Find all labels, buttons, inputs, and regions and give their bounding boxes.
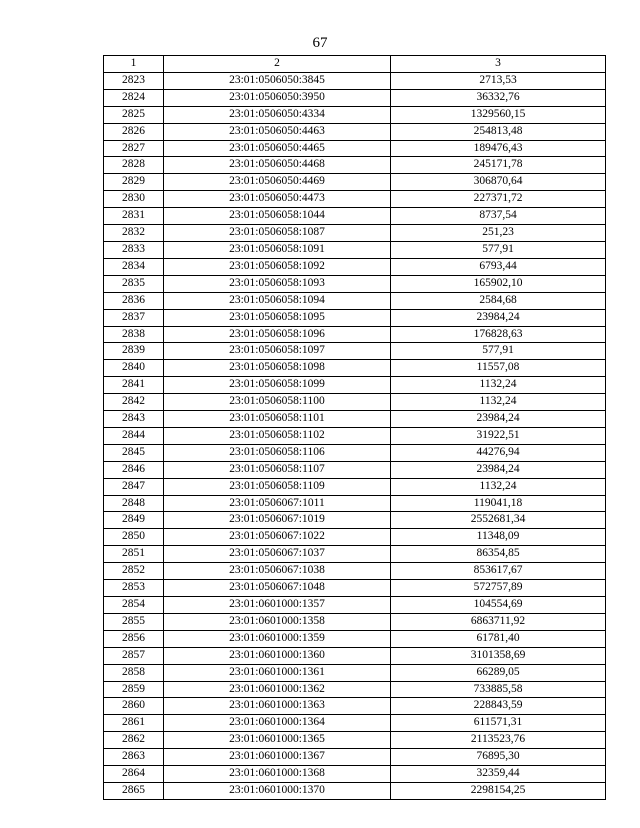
row-number-cell: 2841 [104,377,164,394]
cadastral-number-cell: 23:01:0506058:1109 [164,478,391,495]
table-row [104,191,606,208]
row-number-cell: 2828 [104,157,164,174]
cadastral-number-cell: 23:01:0601000:1364 [164,715,391,732]
cadastral-number-cell: 23:01:0506050:4473 [164,191,391,208]
row-number-cell: 2860 [104,698,164,715]
cadastral-value-cell: 119041,18 [391,495,606,512]
row-number-cell: 2848 [104,495,164,512]
table-row [104,732,606,749]
table-row [104,360,606,377]
cadastral-value-cell: 76895,30 [391,749,606,766]
cadastral-number-cell: 23:01:0601000:1361 [164,664,391,681]
table-row [104,681,606,698]
table-row [104,309,606,326]
cadastral-value-cell: 176828,63 [391,326,606,343]
row-number-cell: 2823 [104,72,164,89]
table-row [104,292,606,309]
row-number-cell: 2845 [104,444,164,461]
row-number-cell: 2850 [104,529,164,546]
cadastral-value-cell: 254813,48 [391,123,606,140]
cadastral-value-cell: 306870,64 [391,174,606,191]
cadastral-number-cell: 23:01:0601000:1359 [164,630,391,647]
cadastral-value-cell: 32359,44 [391,766,606,783]
table-row [104,377,606,394]
cadastral-value-cell: 1132,24 [391,377,606,394]
row-number-cell: 2832 [104,225,164,242]
cadastral-number-cell: 23:01:0506058:1102 [164,427,391,444]
cadastral-value-cell: 86354,85 [391,546,606,563]
row-number-cell: 2840 [104,360,164,377]
cadastral-value-cell: 245171,78 [391,157,606,174]
cadastral-value-cell: 611571,31 [391,715,606,732]
cadastral-number-cell: 23:01:0506050:3950 [164,89,391,106]
table-row [104,208,606,225]
cadastral-value-cell: 1329560,15 [391,106,606,123]
row-number-cell: 2856 [104,630,164,647]
table-row [104,275,606,292]
cadastral-value-cell: 8737,54 [391,208,606,225]
row-number-cell: 2843 [104,411,164,428]
table-row [104,478,606,495]
table-row [104,512,606,529]
cadastral-value-cell: 227371,72 [391,191,606,208]
table-row [104,461,606,478]
cadastral-value-cell: 104554,69 [391,597,606,614]
table-row [104,444,606,461]
row-number-cell: 2864 [104,766,164,783]
cadastral-number-cell: 23:01:0506058:1095 [164,309,391,326]
table-row [104,715,606,732]
table-row [104,664,606,681]
table-row [104,174,606,191]
table-row [104,394,606,411]
table-row [104,343,606,360]
table-row [104,157,606,174]
row-number-cell: 2847 [104,478,164,495]
table-row [104,647,606,664]
row-number-cell: 2865 [104,782,164,799]
cadastral-number-cell: 23:01:0506050:4468 [164,157,391,174]
cadastral-number-cell: 23:01:0506058:1096 [164,326,391,343]
row-number-cell: 2825 [104,106,164,123]
cadastral-value-cell: 2713,53 [391,72,606,89]
row-number-cell: 2844 [104,427,164,444]
cadastral-number-cell: 23:01:0506058:1094 [164,292,391,309]
table-row [104,613,606,630]
cadastral-number-cell: 23:01:0506067:1038 [164,563,391,580]
cadastral-value-cell: 2584,68 [391,292,606,309]
row-number-cell: 2857 [104,647,164,664]
cadastral-value-cell: 2552681,34 [391,512,606,529]
cadastral-number-cell: 23:01:0506058:1093 [164,275,391,292]
table-row [104,241,606,258]
cadastral-value-cell: 1132,24 [391,394,606,411]
row-number-cell: 2862 [104,732,164,749]
table-header-row [104,56,606,73]
table-row [104,546,606,563]
cadastral-number-cell: 23:01:0506058:1100 [164,394,391,411]
cadastral-value-cell: 3101358,69 [391,647,606,664]
cadastral-number-cell: 23:01:0601000:1367 [164,749,391,766]
cadastral-number-cell: 23:01:0506067:1022 [164,529,391,546]
cadastral-number-cell: 23:01:0506058:1101 [164,411,391,428]
row-number-cell: 2852 [104,563,164,580]
cadastral-value-cell: 36332,76 [391,89,606,106]
table-row [104,427,606,444]
table-row [104,326,606,343]
cadastral-number-cell: 23:01:0506050:4463 [164,123,391,140]
column-header-2: 2 [164,56,391,73]
row-number-cell: 2824 [104,89,164,106]
row-number-cell: 2855 [104,613,164,630]
table-row [104,495,606,512]
row-number-cell: 2830 [104,191,164,208]
cadastral-number-cell: 23:01:0506058:1044 [164,208,391,225]
row-number-cell: 2842 [104,394,164,411]
table-row [104,630,606,647]
table-row [104,529,606,546]
cadastral-value-cell: 1132,24 [391,478,606,495]
table-row [104,782,606,799]
cadastral-value-cell: 853617,67 [391,563,606,580]
row-number-cell: 2837 [104,309,164,326]
cadastral-value-cell: 66289,05 [391,664,606,681]
row-number-cell: 2831 [104,208,164,225]
row-number-cell: 2858 [104,664,164,681]
cadastral-number-cell: 23:01:0506058:1098 [164,360,391,377]
cadastral-value-cell: 61781,40 [391,630,606,647]
table-row [104,749,606,766]
table-row [104,140,606,157]
cadastral-value-cell: 165902,10 [391,275,606,292]
table-body [104,56,606,800]
cadastral-value-cell: 2298154,25 [391,782,606,799]
row-number-cell: 2846 [104,461,164,478]
table-row [104,766,606,783]
cadastral-number-cell: 23:01:0506058:1106 [164,444,391,461]
row-number-cell: 2859 [104,681,164,698]
cadastral-value-table [103,55,606,800]
page-number: 67 [312,35,328,51]
cadastral-number-cell: 23:01:0506050:4465 [164,140,391,157]
cadastral-number-cell: 23:01:0506058:1091 [164,241,391,258]
row-number-cell: 2834 [104,258,164,275]
cadastral-number-cell: 23:01:0506058:1099 [164,377,391,394]
row-number-cell: 2849 [104,512,164,529]
cadastral-number-cell: 23:01:0506067:1011 [164,495,391,512]
cadastral-number-cell: 23:01:0601000:1360 [164,647,391,664]
cadastral-value-cell: 228843,59 [391,698,606,715]
cadastral-value-cell: 23984,24 [391,309,606,326]
cadastral-number-cell: 23:01:0506050:4334 [164,106,391,123]
table-row [104,72,606,89]
cadastral-value-cell: 11557,08 [391,360,606,377]
cadastral-number-cell: 23:01:0601000:1358 [164,613,391,630]
cadastral-value-cell: 6863711,92 [391,613,606,630]
cadastral-number-cell: 23:01:0601000:1370 [164,782,391,799]
row-number-cell: 2826 [104,123,164,140]
cadastral-number-cell: 23:01:0506058:1107 [164,461,391,478]
row-number-cell: 2835 [104,275,164,292]
cadastral-number-cell: 23:01:0601000:1365 [164,732,391,749]
cadastral-value-cell: 23984,24 [391,461,606,478]
cadastral-number-cell: 23:01:0506058:1097 [164,343,391,360]
row-number-cell: 2839 [104,343,164,360]
table-row [104,106,606,123]
cadastral-number-cell: 23:01:0506067:1019 [164,512,391,529]
row-number-cell: 2863 [104,749,164,766]
cadastral-value-cell: 189476,43 [391,140,606,157]
table-row [104,597,606,614]
row-number-cell: 2838 [104,326,164,343]
cadastral-value-cell: 31922,51 [391,427,606,444]
table-row [104,411,606,428]
cadastral-value-cell: 2113523,76 [391,732,606,749]
column-header-1: 1 [104,56,164,73]
cadastral-number-cell: 23:01:0601000:1357 [164,597,391,614]
cadastral-value-cell: 577,91 [391,343,606,360]
row-number-cell: 2836 [104,292,164,309]
cadastral-number-cell: 23:01:0506058:1087 [164,225,391,242]
table-row [104,563,606,580]
cadastral-number-cell: 23:01:0506058:1092 [164,258,391,275]
table-row [104,225,606,242]
cadastral-number-cell: 23:01:0601000:1363 [164,698,391,715]
row-number-cell: 2851 [104,546,164,563]
row-number-cell: 2861 [104,715,164,732]
cadastral-number-cell: 23:01:0601000:1362 [164,681,391,698]
cadastral-value-cell: 6793,44 [391,258,606,275]
row-number-cell: 2827 [104,140,164,157]
cadastral-value-cell: 23984,24 [391,411,606,428]
row-number-cell: 2829 [104,174,164,191]
row-number-cell: 2833 [104,241,164,258]
cadastral-number-cell: 23:01:0506050:3845 [164,72,391,89]
cadastral-value-cell: 577,91 [391,241,606,258]
table-row [104,580,606,597]
cadastral-number-cell: 23:01:0601000:1368 [164,766,391,783]
cadastral-number-cell: 23:01:0506067:1037 [164,546,391,563]
cadastral-number-cell: 23:01:0506050:4469 [164,174,391,191]
cadastral-number-cell: 23:01:0506067:1048 [164,580,391,597]
table-row [104,89,606,106]
row-number-cell: 2853 [104,580,164,597]
table-row [104,698,606,715]
column-header-3: 3 [391,56,606,73]
cadastral-value-cell: 572757,89 [391,580,606,597]
cadastral-value-cell: 251,23 [391,225,606,242]
cadastral-value-cell: 11348,09 [391,529,606,546]
row-number-cell: 2854 [104,597,164,614]
table-row [104,123,606,140]
table-row [104,258,606,275]
cadastral-value-cell: 733885,58 [391,681,606,698]
cadastral-value-cell: 44276,94 [391,444,606,461]
